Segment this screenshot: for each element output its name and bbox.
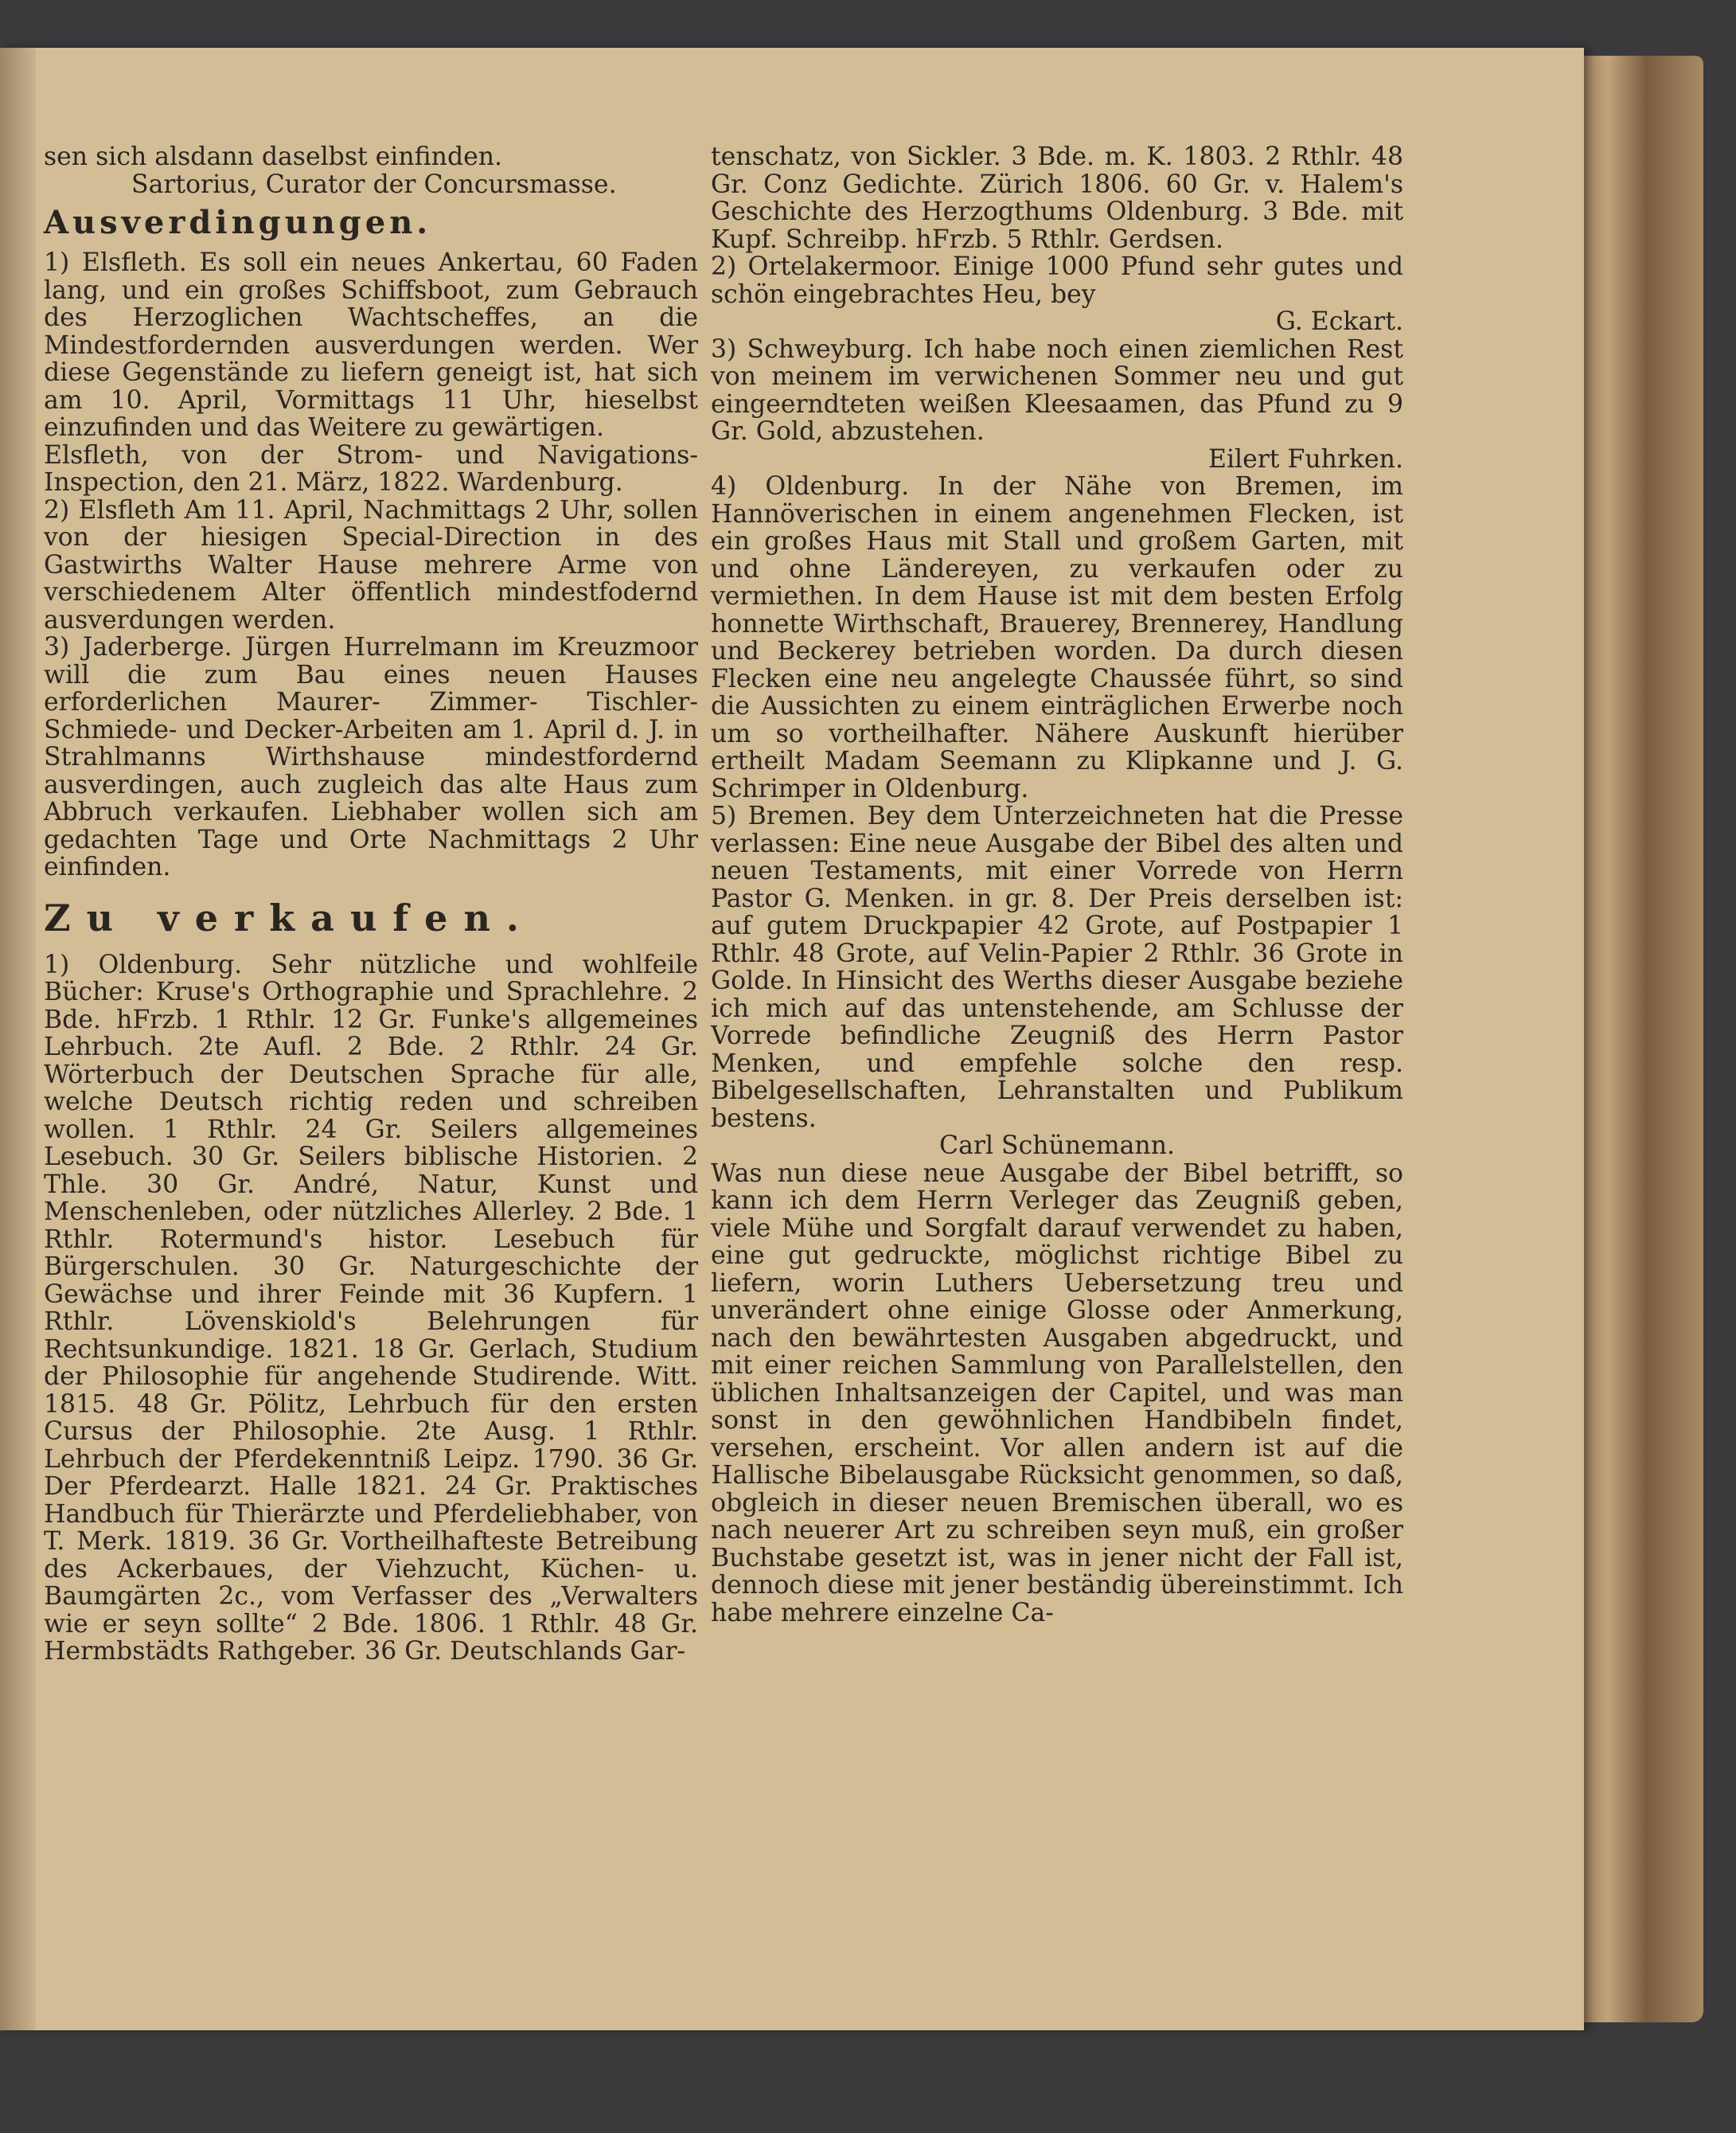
signature: Carl Schünemann. <box>939 1131 1175 1160</box>
notice-paragraph: 2) Elsfleth Am 11. April, Nachmittags 2 Uhr, sollen von der hiesigen Special-Direction in des Gastwirths Walter Hause mehrere Arme von verschiedenem Alter öffentlich mindestfodernd ausverdungen werden. <box>44 495 698 635</box>
gutter-shadow <box>0 48 36 2030</box>
section-heading-zu-verkaufen: Zu verkaufen. <box>44 896 535 940</box>
notice-paragraph: 2) Ortelakermoor. Einige 1000 Pfund sehr gutes und schön eingebrachtes Heu, bey <box>711 252 1403 309</box>
signature: Eilert Fuhrken. <box>1207 444 1403 474</box>
left-column <box>44 143 698 1666</box>
right-column <box>711 143 1403 1627</box>
paragraph: sen sich alsdann daselbst einfinden. <box>44 143 503 171</box>
notice-paragraph: Was nun diese neue Ausgabe der Bibel betrifft, so kann ich dem Herrn Verleger das Zeugniß geben, viele Mühe und Sorgfalt darauf verwendet zu haben, eine gut gedruckte, möglichst richtige Bibel zu liefern, worin Luthers Uebersetzung treu und unverändert ohne einige Glosse oder Anmerkung, nach den bewährtesten Ausgaben abgedruckt, und mit einer reichen Sammlung von Parallelstellen, den üblichen Inhaltsanzeigen der Capitel, und was man sonst in den gewöhnlichen Handbibeln findet, versehen, erscheint. Vor allen andern ist auf die Hallische Bibelausgabe Rücksicht genommen, so daß, obgleich in dieser neuen Bremischen überall, wo es nach neuerer Art zu schreiben seyn muß, ein großer Buchstabe gesetzt ist, was in jener nicht der Fall ist, dennoch diese mit jener beständig übereinstimmt. Ich habe mehrere einzelne Ca- <box>711 1158 1403 1627</box>
notice-paragraph: tenschatz, von Sickler. 3 Bde. m. K. 1803. 2 Rthlr. 48 Gr. Conz Gedichte. Zürich 1806. 60 Gr. v. Halem's Geschichte des Herzogthums Oldenburg. 3 Bde. mit Kupf. Schreibp. hFrzb. 5 Rthlr. Gerdsen. <box>711 143 1403 254</box>
notice-paragraph: Elsfleth, von der Strom- und Navigations-Inspection, den 21. März, 1822. Wardenburg. <box>44 440 698 497</box>
notice-paragraph: 3) Schweyburg. Ich habe noch einen ziemlichen Rest von meinem im verwichenen Sommer neu und gut eingeerndteten weißen Kleesaamen, das Pfund zu 9 Gr. Gold, abzustehen. <box>711 334 1403 446</box>
newspaper-page <box>0 48 1584 2030</box>
notice-paragraph: 1) Oldenburg. Sehr nützliche und wohlfeile Bücher: Kruse's Orthographie und Sprachlehre. 2 Bde. hFrzb. 1 Rthlr. 12 Gr. Funke's allgemeines Lehrbuch. 2te Aufl. 2 Bde. 2 Rthlr. 24 Gr. Wörterbuch der Deutschen Sprache für alle, welche Deutsch richtig reden und schreiben wollen. 1 Rthlr. 24 Gr. Seilers allgemeines Lesebuch. 30 Gr. Seilers biblische Historien. 2 Thle. 30 Gr. André, Natur, Kunst und Menschenleben, oder nützliches Allerley. 2 Bde. 1 Rthlr. Rotermund's histor. Lesebuch für Bürgerschulen. 30 Gr. Naturgeschichte der Gewächse und ihrer Feinde mit 36 Kupfern. 1 Rthlr. Lövenskiold's Belehrungen für Rechtsunkundige. 1821. 18 Gr. Gerlach, Studium der Philosophie für angehende Studirende. Witt. 1815. 48 Gr. Pölitz, Lehrbuch für den ersten Cursus der Philosophie. 2te Ausg. 1 Rthlr. Lehrbuch der Pferdekenntniß Leipz. 1790. 36 Gr. Der Pferdearzt. Halle 1821. 24 Gr. Praktisches Handbuch für Thierärzte und Pferdeliebhaber, von T. Merk. 1819. 36 Gr. Vortheilhafteste Betreibung des Ackerbaues, der Viehzucht, Küchen- u. Baumgärten 2c., vom Verfasser des „Verwalters wie er seyn sollte“ 2 Bde. 1806. 1 Rthlr. 48 Gr. Hermbstädts Rathgeber. 36 Gr. Deutschlands Gar- <box>44 950 698 1666</box>
notice-paragraph: 1) Elsfleth. Es soll ein neues Ankertau, 60 Faden lang, und ein großes Schiffsboot, zum Gebrauch des Herzoglichen Wachtscheffes, an die Mindestfordernden ausverdungen werden. Wer diese Gegenstände zu liefern geneigt ist, hat sich am 10. April, Vormittags 11 Uhr, hieselbst einzufinden und das Weitere zu gewärtigen. <box>44 248 698 442</box>
section-heading-ausverdingungen: Ausverdingungen. <box>44 204 432 241</box>
notice-paragraph: 4) Oldenburg. In der Nähe von Bremen, im Hannöverischen in einem angenehmen Flecken, ist ein großes Haus mit Stall und großem Garten, mit und ohne Ländereyen, zu verkaufen oder zu vermiethen. In dem Hause ist mit dem besten Erfolg honnette Wirthschaft, Brauerey, Brennerey, Handlung und Beckerey betrieben worden. Da durch diesen Flecken eine neu angelegte Chaussée führt, so sind die Aussichten zu einem einträglichen Erwerbe noch um so vortheilhafter. Nähere Auskunft hierüber ertheilt Madam Seemann zu Klipkanne und J. G. Schrimper in Oldenburg. <box>711 472 1403 803</box>
signature: Sartorius, Curator der Concursmasse. <box>131 170 617 199</box>
notice-paragraph: 5) Bremen. Bey dem Unterzeichneten hat die Presse verlassen: Eine neue Ausgabe der Bibel des alten und neuen Testaments, mit einer Vorrede von Herrn Pastor G. Menken. in gr. 8. Der Preis derselben ist: auf gutem Druckpapier 42 Grote, auf Postpapier 1 Rthlr. 48 Grote, auf Velin-Papier 2 Rthlr. 36 Grote in Golde. In Hinsicht des Werths dieser Ausgabe beziehe ich mich auf das untenstehende, am Schlusse der Vorrede befindliche Zeugniß des Herrn Pastor Menken, und empfehle solche den resp. Bibelgesellschaften, Lehranstalten und Publikum bestens. <box>711 802 1403 1133</box>
notice-paragraph: 3) Jaderberge. Jürgen Hurrelmann im Kreuzmoor will die zum Bau eines neuen Hauses erforderlichen Maurer- Zimmer- Tischler- Schmiede- und Decker-Arbeiten am 1. April d. J. in Strahlmanns Wirthshause mindestfordernd ausverdingen, auch zugleich das alte Haus zum Abbruch verkaufen. Liebhaber wollen sich am gedachten Tage und Orte Nachmittags 2 Uhr einfinden. <box>44 633 698 881</box>
signature: G. Eckart. <box>1275 307 1403 336</box>
